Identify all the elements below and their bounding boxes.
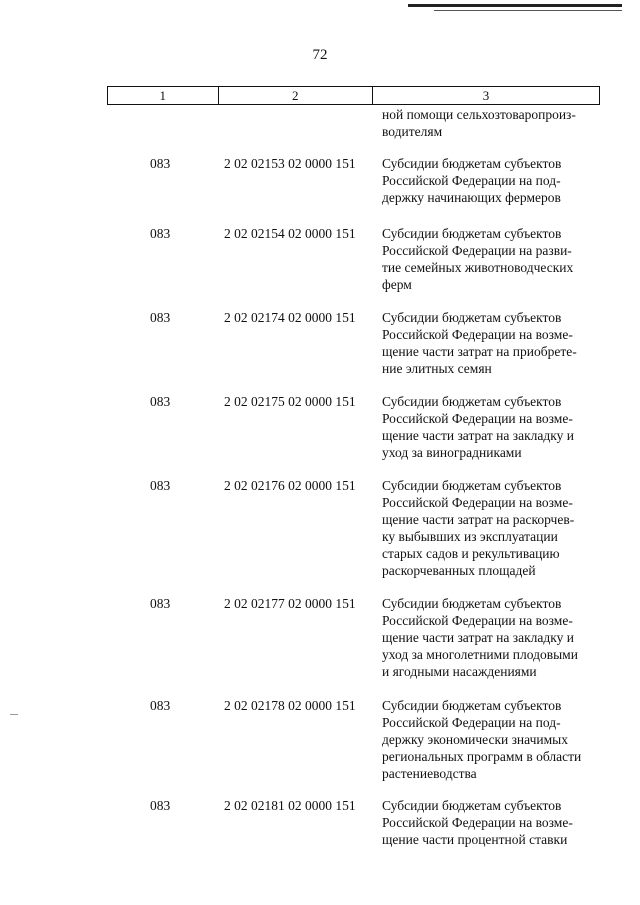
description-line: Российской Федерации на возме- [382, 613, 573, 628]
description-line: щение части затрат на приобрете- [382, 344, 577, 359]
description-line: тие семейных животноводческих [382, 260, 574, 275]
description-line: Российской Федерации на возме- [382, 815, 573, 830]
description-line: Субсидии бюджетам субъектов [382, 156, 562, 171]
admin-code: 083 [150, 226, 171, 241]
description-line: щение части затрат на закладку и [382, 428, 574, 443]
income-description [382, 697, 598, 782]
description-line: Российской Федерации на разви- [382, 243, 572, 258]
description-line: Российской Федерации на под- [382, 715, 561, 730]
description-line: щение части затрат на закладку и [382, 630, 574, 645]
income-description [382, 595, 598, 680]
income-description [382, 225, 598, 293]
continuation-text [382, 106, 598, 140]
income-description [382, 155, 598, 206]
top-rule-thin [434, 10, 622, 11]
budget-class-code: 2 02 02174 02 0000 151 [224, 310, 356, 325]
description-line: Российской Федерации на возме- [382, 495, 573, 510]
description-line: Субсидии бюджетам субъектов [382, 698, 562, 713]
admin-code: 083 [150, 798, 171, 813]
description-line: и ягодными насаждениями [382, 664, 537, 679]
description-line: старых садов и рекультивацию [382, 546, 560, 561]
description-line: региональных программ в области [382, 749, 582, 764]
description-line: держку начинающих фермеров [382, 190, 561, 205]
description-line: раскорчеванных площадей [382, 563, 536, 578]
income-description [382, 309, 598, 377]
description-line: Субсидии бюджетам субъектов [382, 394, 562, 409]
description-line: уход за многолетними плодовыми [382, 647, 578, 662]
admin-code: 083 [150, 698, 171, 713]
description-line: Субсидии бюджетам субъектов [382, 798, 562, 813]
budget-class-code: 2 02 02176 02 0000 151 [224, 478, 356, 493]
description-line: ку выбывших из эксплуатации [382, 529, 558, 544]
column-header-3: 3 [482, 87, 490, 103]
column-header [107, 86, 600, 105]
description-line: уход за виноградниками [382, 445, 522, 460]
description-line: ние элитных семян [382, 361, 492, 376]
continuation-line: водителям [382, 124, 443, 139]
description-line: растениеводства [382, 766, 477, 781]
top-rule [408, 4, 622, 7]
budget-class-code: 2 02 02181 02 0000 151 [224, 798, 356, 813]
description-line: щение части процентной ставки [382, 832, 568, 847]
description-line: Российской Федерации на возме- [382, 411, 573, 426]
budget-class-code: 2 02 02177 02 0000 151 [224, 596, 356, 611]
description-line: Субсидии бюджетам субъектов [382, 596, 562, 611]
description-line: Субсидии бюджетам субъектов [382, 478, 562, 493]
description-line: Субсидии бюджетам субъектов [382, 310, 562, 325]
budget-class-code: 2 02 02175 02 0000 151 [224, 394, 356, 409]
budget-class-code: 2 02 02153 02 0000 151 [224, 156, 356, 171]
description-line: Российской Федерации на возме- [382, 327, 573, 342]
budget-class-code: 2 02 02178 02 0000 151 [224, 698, 356, 713]
admin-code: 083 [150, 310, 171, 325]
income-description [382, 477, 598, 579]
column-header-2: 2 [219, 87, 373, 104]
continuation-line: ной помощи сельхозтоваропроиз- [382, 107, 576, 122]
description-line: Субсидии бюджетам субъектов [382, 226, 562, 241]
admin-code: 083 [150, 478, 171, 493]
admin-code: 083 [150, 156, 171, 171]
admin-code: 083 [150, 596, 171, 611]
budget-class-code: 2 02 02154 02 0000 151 [224, 226, 356, 241]
admin-code: 083 [150, 394, 171, 409]
column-header-1: 1 [108, 87, 219, 104]
margin-mark [10, 714, 18, 715]
page-number: 72 [312, 47, 328, 63]
income-description [382, 797, 598, 848]
description-line: ферм [382, 277, 412, 292]
description-line: щение части затрат на раскорчев- [382, 512, 575, 527]
description-line: Российской Федерации на под- [382, 173, 561, 188]
description-line: держку экономически значимых [382, 732, 568, 747]
income-description [382, 393, 598, 461]
